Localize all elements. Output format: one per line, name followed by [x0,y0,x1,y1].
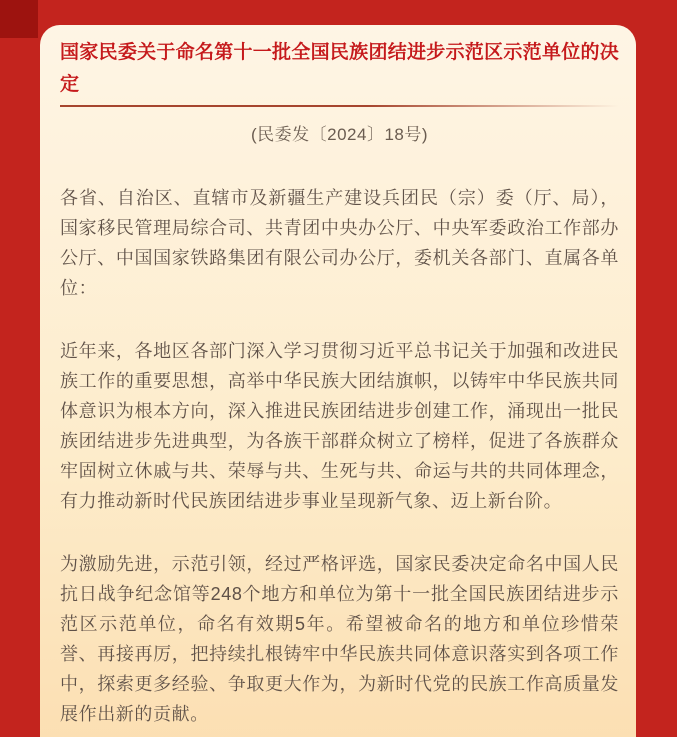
page-title: 国家民委关于命名第十一批全国民族团结进步示范区示范单位的决定 [60,42,619,95]
doc-number: (民委发〔2024〕18号) [250,125,429,144]
corner-accent-square [0,0,38,38]
title-divider [60,105,619,107]
paragraph-decision: 为激励先进，示范引领，经过严格评选，国家民委决定命名中国人民抗日战争纪念馆等248个地方和单位为第十一批全国民族团结进步示范区示范单位，命名有效期5年。希望被命名的地方和单位珍惜荣誉、再接再厉，把持续扎根铸牢中华民族共同体意识落实到各项工作中，探索更多经验、争取更大作为，为新时代党的民族工作高质量发展作出新的贡献。 [60,554,619,724]
paragraph-background: 近年来，各地区各部门深入学习贯彻习近平总书记关于加强和改进民族工作的重要思想，高举中华民族大团结旗帜，以铸牢中华民族共同体意识为根本方向，深入推进民族团结进步创建工作，涌现出一批民族团结进步先进典型，为各族干部群众树立了榜样，促进了各族群众牢固树立休戚与共、荣辱与共、生死与共、命运与共的共同体理念，有力推动新时代民族团结进步事业呈现新气象、迈上新台阶。 [60,341,619,511]
document-card [40,25,636,737]
document-body [60,183,619,729]
paragraph-recipients: 各省、自治区、直辖市及新疆生产建设兵团民（宗）委（厅、局），国家移民管理局综合司、共青团中央办公厅、中央军委政治工作部办公厅、中国国家铁路集团有限公司办公厅，委机关各部门、直属各单位： [60,188,619,298]
